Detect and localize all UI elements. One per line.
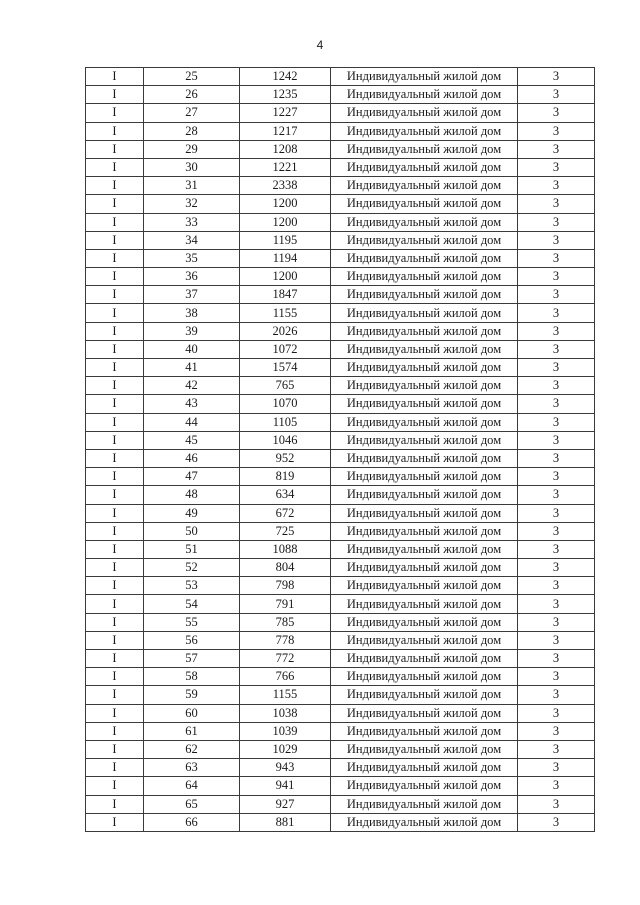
cell-zone: I [86,140,144,158]
cell-zone: I [86,395,144,413]
cell-type: Индивидуальный жилой дом [331,777,518,795]
cell-type: Индивидуальный жилой дом [331,322,518,340]
cell-class: 3 [518,377,595,395]
cell-class: 3 [518,577,595,595]
cell-zone: I [86,68,144,86]
table-row [86,722,595,740]
cell-zone: I [86,413,144,431]
cell-area: 766 [240,668,331,686]
cell-class: 3 [518,431,595,449]
cell-zone: I [86,340,144,358]
cell-zone: I [86,231,144,249]
cell-area: 785 [240,613,331,631]
table-row [86,304,595,322]
cell-zone: I [86,740,144,758]
cell-area: 765 [240,377,331,395]
cell-class: 3 [518,249,595,267]
cell-zone: I [86,286,144,304]
cell-area: 1039 [240,722,331,740]
cell-area: 2026 [240,322,331,340]
cell-area: 1072 [240,340,331,358]
cell-number: 37 [144,286,240,304]
cell-area: 672 [240,504,331,522]
cell-type: Индивидуальный жилой дом [331,231,518,249]
cell-type: Индивидуальный жилой дом [331,340,518,358]
cell-number: 34 [144,231,240,249]
table-row [86,795,595,813]
table-row [86,449,595,467]
cell-zone: I [86,213,144,231]
cell-type: Индивидуальный жилой дом [331,249,518,267]
cell-area: 1088 [240,540,331,558]
cell-number: 47 [144,468,240,486]
cell-zone: I [86,304,144,322]
cell-area: 1038 [240,704,331,722]
cell-number: 26 [144,86,240,104]
cell-number: 63 [144,759,240,777]
table-row [86,595,595,613]
cell-type: Индивидуальный жилой дом [331,540,518,558]
cell-type: Индивидуальный жилой дом [331,504,518,522]
table-row [86,650,595,668]
table-row [86,740,595,758]
cell-type: Индивидуальный жилой дом [331,595,518,613]
table-row [86,177,595,195]
cell-zone: I [86,504,144,522]
cell-type: Индивидуальный жилой дом [331,286,518,304]
cell-zone: I [86,104,144,122]
cell-zone: I [86,577,144,595]
table-row [86,231,595,249]
cell-zone: I [86,631,144,649]
cell-type: Индивидуальный жилой дом [331,86,518,104]
cell-class: 3 [518,177,595,195]
cell-number: 44 [144,413,240,431]
cell-area: 798 [240,577,331,595]
cell-zone: I [86,795,144,813]
cell-zone: I [86,268,144,286]
cell-number: 33 [144,213,240,231]
cell-number: 65 [144,795,240,813]
cell-number: 61 [144,722,240,740]
table-row [86,577,595,595]
table-row [86,759,595,777]
cell-area: 927 [240,795,331,813]
cell-class: 3 [518,540,595,558]
cell-type: Индивидуальный жилой дом [331,377,518,395]
cell-type: Индивидуальный жилой дом [331,395,518,413]
table-row [86,86,595,104]
cell-zone: I [86,777,144,795]
cell-type: Индивидуальный жилой дом [331,740,518,758]
cell-zone: I [86,540,144,558]
cell-type: Индивидуальный жилой дом [331,158,518,176]
cell-area: 1847 [240,286,331,304]
table-row [86,213,595,231]
table-row [86,668,595,686]
table-row [86,631,595,649]
cell-zone: I [86,522,144,540]
cell-class: 3 [518,413,595,431]
table-row [86,522,595,540]
cell-zone: I [86,249,144,267]
cell-area: 778 [240,631,331,649]
cell-class: 3 [518,395,595,413]
cell-number: 50 [144,522,240,540]
page-number: 4 [316,38,324,52]
cell-number: 56 [144,631,240,649]
cell-number: 57 [144,650,240,668]
cell-area: 1200 [240,268,331,286]
cell-type: Индивидуальный жилой дом [331,795,518,813]
cell-area: 725 [240,522,331,540]
cell-area: 1574 [240,359,331,377]
table-body [86,68,595,832]
cell-area: 1217 [240,122,331,140]
cell-number: 51 [144,540,240,558]
cell-type: Индивидуальный жилой дом [331,213,518,231]
cell-class: 3 [518,286,595,304]
cell-number: 53 [144,577,240,595]
cell-number: 59 [144,686,240,704]
cell-number: 55 [144,613,240,631]
cell-class: 3 [518,104,595,122]
cell-area: 2338 [240,177,331,195]
cell-zone: I [86,650,144,668]
cell-zone: I [86,722,144,740]
cell-class: 3 [518,722,595,740]
cell-number: 39 [144,322,240,340]
cell-zone: I [86,595,144,613]
cell-type: Индивидуальный жилой дом [331,122,518,140]
cell-class: 3 [518,449,595,467]
cell-area: 1070 [240,395,331,413]
cell-number: 38 [144,304,240,322]
cell-class: 3 [518,595,595,613]
table-row [86,286,595,304]
cell-number: 66 [144,813,240,831]
cell-area: 819 [240,468,331,486]
table-row [86,431,595,449]
table-row [86,686,595,704]
cell-number: 64 [144,777,240,795]
cell-type: Индивидуальный жилой дом [331,268,518,286]
cell-class: 3 [518,759,595,777]
cell-zone: I [86,377,144,395]
cell-number: 28 [144,122,240,140]
cell-type: Индивидуальный жилой дом [331,522,518,540]
cell-class: 3 [518,140,595,158]
cell-area: 1105 [240,413,331,431]
cell-zone: I [86,613,144,631]
cell-class: 3 [518,486,595,504]
cell-number: 49 [144,504,240,522]
table-row [86,340,595,358]
cell-class: 3 [518,304,595,322]
cell-type: Индивидуальный жилой дом [331,359,518,377]
cell-number: 27 [144,104,240,122]
cell-number: 30 [144,158,240,176]
cell-type: Индивидуальный жилой дом [331,722,518,740]
cell-area: 881 [240,813,331,831]
cell-class: 3 [518,613,595,631]
table-row [86,158,595,176]
cell-zone: I [86,359,144,377]
cell-zone: I [86,759,144,777]
cell-area: 1200 [240,213,331,231]
cell-area: 1235 [240,86,331,104]
cell-number: 45 [144,431,240,449]
parcel-table [85,67,595,832]
cell-number: 31 [144,177,240,195]
cell-area: 1155 [240,304,331,322]
cell-area: 941 [240,777,331,795]
table-row [86,195,595,213]
cell-number: 25 [144,68,240,86]
cell-zone: I [86,195,144,213]
cell-class: 3 [518,468,595,486]
cell-number: 41 [144,359,240,377]
cell-zone: I [86,322,144,340]
cell-class: 3 [518,559,595,577]
cell-zone: I [86,86,144,104]
cell-class: 3 [518,231,595,249]
table-row [86,777,595,795]
cell-area: 1155 [240,686,331,704]
cell-class: 3 [518,340,595,358]
table-row [86,249,595,267]
cell-class: 3 [518,668,595,686]
table-row [86,322,595,340]
cell-number: 52 [144,559,240,577]
cell-zone: I [86,431,144,449]
cell-class: 3 [518,86,595,104]
cell-class: 3 [518,777,595,795]
table-row [86,540,595,558]
cell-class: 3 [518,68,595,86]
cell-number: 62 [144,740,240,758]
table-row [86,504,595,522]
cell-number: 58 [144,668,240,686]
cell-number: 29 [144,140,240,158]
cell-type: Индивидуальный жилой дом [331,413,518,431]
cell-type: Индивидуальный жилой дом [331,577,518,595]
table-row [86,359,595,377]
table-row [86,486,595,504]
cell-type: Индивидуальный жилой дом [331,177,518,195]
cell-area: 772 [240,650,331,668]
cell-class: 3 [518,813,595,831]
cell-area: 943 [240,759,331,777]
cell-type: Индивидуальный жилой дом [331,449,518,467]
cell-area: 791 [240,595,331,613]
table-row [86,704,595,722]
cell-area: 1046 [240,431,331,449]
table-row [86,104,595,122]
cell-zone: I [86,559,144,577]
cell-class: 3 [518,631,595,649]
cell-class: 3 [518,158,595,176]
cell-number: 35 [144,249,240,267]
cell-area: 1227 [240,104,331,122]
cell-type: Индивидуальный жилой дом [331,650,518,668]
cell-number: 36 [144,268,240,286]
cell-area: 1242 [240,68,331,86]
cell-type: Индивидуальный жилой дом [331,304,518,322]
cell-class: 3 [518,522,595,540]
cell-zone: I [86,704,144,722]
cell-zone: I [86,468,144,486]
cell-type: Индивидуальный жилой дом [331,613,518,631]
cell-area: 1221 [240,158,331,176]
cell-zone: I [86,449,144,467]
cell-zone: I [86,686,144,704]
cell-number: 42 [144,377,240,395]
cell-class: 3 [518,122,595,140]
cell-class: 3 [518,195,595,213]
cell-zone: I [86,668,144,686]
cell-type: Индивидуальный жилой дом [331,813,518,831]
cell-zone: I [86,486,144,504]
cell-class: 3 [518,650,595,668]
cell-type: Индивидуальный жилой дом [331,704,518,722]
cell-area: 1029 [240,740,331,758]
cell-number: 48 [144,486,240,504]
cell-zone: I [86,177,144,195]
cell-type: Индивидуальный жилой дом [331,486,518,504]
cell-type: Индивидуальный жилой дом [331,68,518,86]
cell-area: 952 [240,449,331,467]
cell-area: 1208 [240,140,331,158]
table-row [86,613,595,631]
cell-type: Индивидуальный жилой дом [331,759,518,777]
cell-area: 634 [240,486,331,504]
table-row [86,468,595,486]
cell-class: 3 [518,704,595,722]
cell-number: 54 [144,595,240,613]
table-row [86,559,595,577]
cell-type: Индивидуальный жилой дом [331,195,518,213]
cell-zone: I [86,122,144,140]
cell-number: 60 [144,704,240,722]
cell-class: 3 [518,686,595,704]
cell-class: 3 [518,213,595,231]
cell-area: 1194 [240,249,331,267]
table-row [86,68,595,86]
cell-class: 3 [518,322,595,340]
cell-number: 32 [144,195,240,213]
table-row [86,813,595,831]
cell-number: 40 [144,340,240,358]
table-row [86,413,595,431]
cell-type: Индивидуальный жилой дом [331,104,518,122]
table-row [86,140,595,158]
cell-area: 804 [240,559,331,577]
cell-class: 3 [518,268,595,286]
cell-type: Индивидуальный жилой дом [331,686,518,704]
table-row [86,377,595,395]
cell-number: 43 [144,395,240,413]
cell-class: 3 [518,795,595,813]
cell-class: 3 [518,740,595,758]
cell-area: 1195 [240,231,331,249]
cell-type: Индивидуальный жилой дом [331,559,518,577]
cell-number: 46 [144,449,240,467]
cell-type: Индивидуальный жилой дом [331,468,518,486]
cell-class: 3 [518,359,595,377]
cell-type: Индивидуальный жилой дом [331,668,518,686]
table-row [86,122,595,140]
cell-type: Индивидуальный жилой дом [331,140,518,158]
cell-zone: I [86,813,144,831]
cell-type: Индивидуальный жилой дом [331,431,518,449]
cell-class: 3 [518,504,595,522]
cell-zone: I [86,158,144,176]
table-row [86,268,595,286]
cell-area: 1200 [240,195,331,213]
cell-type: Индивидуальный жилой дом [331,631,518,649]
table-row [86,395,595,413]
